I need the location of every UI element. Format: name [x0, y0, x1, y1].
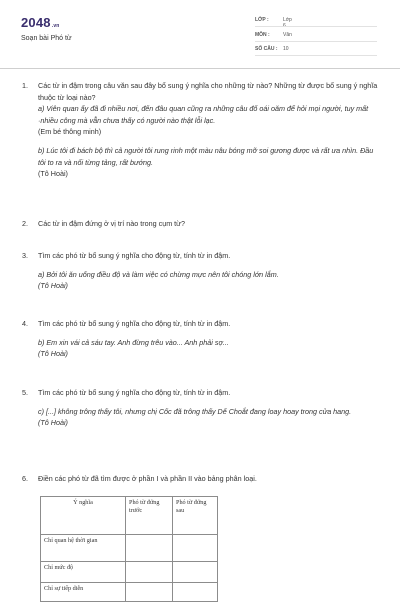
table-row [41, 562, 218, 583]
document-header [0, 0, 400, 69]
excerpt-source: (Tô Hoài) [38, 349, 68, 359]
excerpt-a: a) Viên quan ấy đã đi nhiều nơi, đến đâu quan cũng ra những câu đố oái oăm để hỏi mọi người, tuy mất ·nhiều công mà vẫn chưa thấy có người nào thật lỗi lạc. [38, 104, 369, 125]
excerpt-b-source: (Tô Hoài) [38, 169, 68, 179]
table-cell-empty[interactable] [126, 583, 173, 602]
meta-value: 10 [283, 46, 289, 52]
table-cell-empty[interactable] [173, 562, 218, 583]
excerpt-text: a) Bởi tôi ăn uống điều độ và làm việc có chừng mực nên tôi chóng lớn lắm. [38, 269, 279, 279]
meta-divider [255, 41, 377, 42]
table-header-cell: Phó từ đứng trước [126, 497, 173, 535]
meta-key: MÔN : [255, 32, 270, 38]
meta-key: LỚP : [255, 17, 269, 23]
question-prompt: Tìm các phó từ bổ sung ý nghĩa cho động từ, tính từ in đậm. [38, 388, 231, 397]
meta-key: SỐ CÂU : [255, 46, 278, 52]
classification-table [40, 496, 218, 602]
logo-main-text: 2048 [21, 15, 51, 30]
meta-value: Văn [283, 32, 292, 38]
site-logo[interactable] [21, 15, 60, 30]
table-header-cell: Phó từ đứng sau [173, 497, 218, 535]
meta-value: Lớp 6 [283, 17, 292, 29]
excerpt-source: (Tô Hoài) [38, 418, 68, 428]
table-header-cell: Ý nghĩa [41, 497, 126, 535]
excerpt-text: c) [...] không trông thấy tôi, nhưng chị Cốc đã trông thấy Dế Choắt đang loay hoay trong cửa hang. [38, 406, 352, 416]
question-prompt: Tìm các phó từ bổ sung ý nghĩa cho động từ, tính từ in đậm. [38, 319, 231, 328]
question-number: 1. [22, 81, 28, 90]
logo-suffix-text: .vn [51, 23, 60, 29]
table-cell-empty[interactable] [126, 535, 173, 562]
table-cell-empty[interactable] [173, 535, 218, 562]
document-title: Soạn bài Phó từ [21, 35, 72, 42]
question-prompt: Tìm các phó từ bổ sung ý nghĩa cho động từ, tính từ in đậm. [38, 251, 231, 260]
question-number: 5. [22, 388, 28, 397]
question-number: 4. [22, 319, 28, 328]
question-number: 3. [22, 251, 28, 260]
table-row [41, 535, 218, 562]
table-cell-meaning: Chỉ sự tiếp diễn [41, 583, 126, 602]
table-header-row [41, 497, 218, 535]
table-cell-empty[interactable] [173, 583, 218, 602]
table-cell-empty[interactable] [126, 562, 173, 583]
meta-divider [255, 55, 377, 56]
excerpt-b: b) Lúc tôi đi bách bộ thì cả người tôi rung rinh một màu nâu bóng mỡ soi gương được và rất ưa nhìn. Đầu tôi to ra và nổi từng tảng, rất bướng. [38, 145, 374, 167]
question-number: 2. [22, 219, 28, 228]
meta-divider [255, 26, 377, 27]
excerpt-text: b) Em xin vái cả sáu tay. Anh đừng trêu vào... Anh phải sợ... [38, 337, 229, 347]
table-row [41, 583, 218, 602]
question-number: 6. [22, 474, 28, 483]
excerpt-source: (Tô Hoài) [38, 281, 68, 291]
table-cell-meaning: Chỉ quan hệ thời gian [41, 535, 126, 562]
question-prompt: Các từ in đậm đứng ở vị trí nào trong cụm từ? [38, 219, 185, 228]
table-cell-meaning: Chỉ mức độ [41, 562, 126, 583]
excerpt-a-source: (Em bé thông minh) [38, 127, 102, 137]
question-prompt: Các từ in đậm trong câu văn sau đây bổ sung ý nghĩa cho những từ nào? Những từ được bổ sung ý nghĩa thuộc từ loại nào? [38, 81, 378, 102]
question-prompt: Điền các phó từ đã tìm được ở phần I và phần II vào bảng phân loại. [38, 474, 257, 483]
